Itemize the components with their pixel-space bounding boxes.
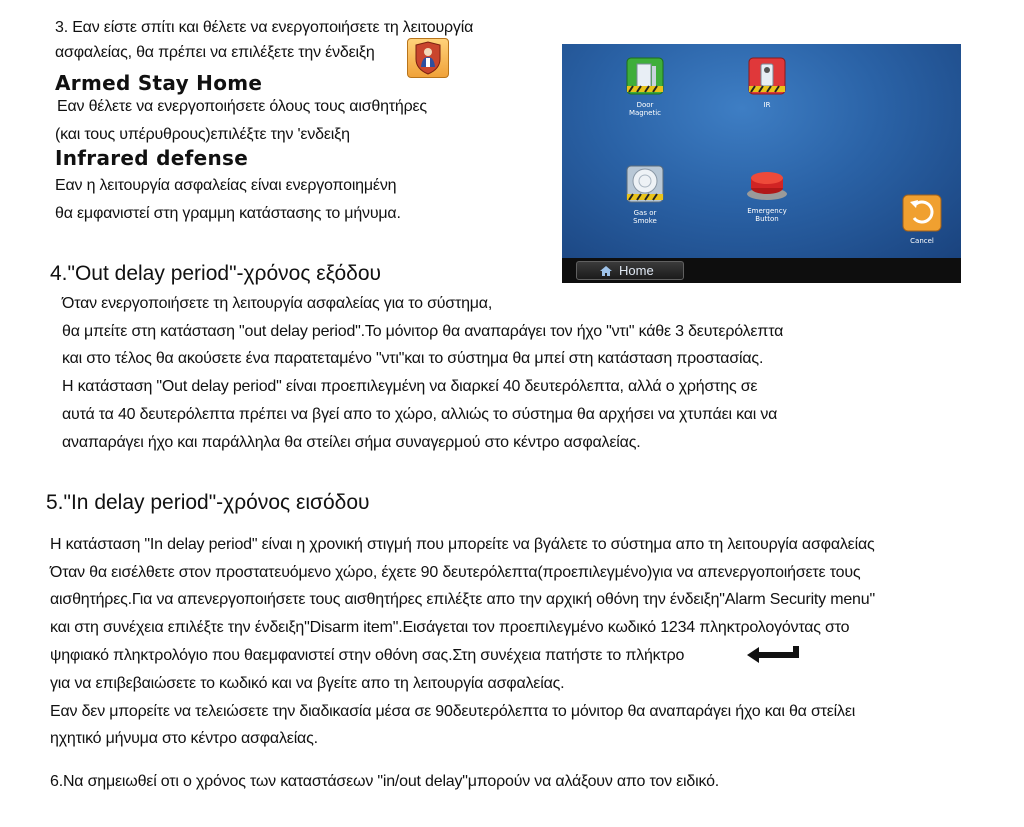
section3-line-5: Εαν η λειτουργία ασφαλείας είναι ενεργοποιημένη <box>55 177 397 194</box>
section5-line-1: Η κατάσταση "In delay period" είναι η χρονική στιγμή που μπορείτε να βγάλετε το σύστημα απο τη λειτουργία ασφαλείας <box>50 536 875 553</box>
door-magnetic-icon <box>625 56 665 96</box>
section5-line-2: Όταν θα εισέλθετε στον προστατευόμενο χώρο, έχετε 90 δευτερόλεπτα(προεπιλεγμένο)για να απενεργοποιήσετε τους <box>50 564 861 581</box>
undo-arrow-icon <box>902 194 942 232</box>
section4-line-5: αυτά τα 40 δευτερόλεπτα πρέπει να βγεί απο το χώρο, αλλιώς το σύστημα θα αρχήσει να χτυπάει και να <box>62 406 778 423</box>
section3-line-4: (και τους υπέρυθρους)επιλέξτε την 'ενδειξη <box>55 126 350 143</box>
section5-line-6: για να επιβεβαιώσετε το κωδικό και να βγείτε απο τη λειτουργία ασφαλείας. <box>50 675 565 692</box>
home-button[interactable] <box>576 261 684 280</box>
section3-line-2: ασφαλείας, θα πρέπει να επιλέξετε την ένδειξη <box>55 44 375 61</box>
section4-title: 4."Out delay period"-χρόνος εξόδου <box>50 262 382 285</box>
cancel-button[interactable] <box>887 194 957 245</box>
cancel-label: Cancel <box>910 237 934 245</box>
device-item-label: Gas or Smoke <box>633 209 657 225</box>
device-item-emergency <box>732 168 802 223</box>
device-item-label: Emergency Button <box>747 207 787 223</box>
smoke-detector-icon <box>625 164 665 204</box>
section5-line-7: Εαν δεν μπορείτε να τελειώσετε την διαδικασία μέσα σε 90δευτερόλεπτα το μόνιτορ θα αναπαράγει ήχο και θα στείλει <box>50 703 856 720</box>
section5-line-5: ψηφιακό πληκτρολόγιο που θαεμφανιστεί στην οθόνη σας.Στη συνέχεια πατήστε το πλήκτρο <box>50 647 685 664</box>
home-label: Home <box>619 263 654 278</box>
section4-line-1: Όταν ενεργοποιήσετε τη λειτουργία ασφαλείας για το σύστημα, <box>62 295 493 312</box>
device-item-gas-smoke <box>610 164 680 225</box>
device-item-label: IR <box>763 101 771 109</box>
alarm-device-screenshot <box>562 44 961 283</box>
section4-line-3: και στο τέλος θα ακούσετε ένα παρατεταμένο "ντι"και το σύστημα θα μπεί στη κατάσταση προστασίας. <box>62 350 764 367</box>
enter-key-icon <box>745 644 801 664</box>
section3-line-6: θα εμφανιστεί στη γραμμη κατάστασης το μήνυμα. <box>55 205 401 222</box>
section4-line-4: Η κατάσταση "Out delay period" είναι προεπιλεγμένη να διαρκεί 40 δευτερόλεπτα, αλλά ο χρήστης σε <box>62 378 758 395</box>
device-screen <box>562 44 961 258</box>
section3-line-1: 3. Εαν είστε σπίτι και θέλετε να ενεργοποιήσετε τη λειτουργία <box>55 19 474 36</box>
section5-line-8: ηχητικό μήνυμα στο κέντρο ασφαλείας. <box>50 730 318 747</box>
device-item-door-magnetic <box>610 56 680 117</box>
section5-title: 5."In delay period"-χρόνος εισόδου <box>46 491 370 514</box>
section5-line-3: αισθητήρες.Για να απενεργοποιήσετε τους αισθητήρες επιλέξτε απο την αρχική οθόνη την ένδειξη"Alarm Security menu" <box>50 591 875 608</box>
section4-line-6: αναπαράγει ήχο και παράλληλα θα στείλει σήμα συναγερμού στο κέντρο ασφαλείας. <box>62 434 641 451</box>
section3-line-3: Εαν θέλετε να ενεργοποιήσετε όλους τους αισθητήρες <box>57 98 427 115</box>
ir-sensor-icon <box>747 56 787 96</box>
infrared-defense-heading: Infrared defense <box>55 146 249 170</box>
device-item-label: Door Magnetic <box>628 101 662 117</box>
armed-stay-home-icon <box>407 38 449 78</box>
home-icon <box>599 265 613 277</box>
section6-line: 6.Να σημειωθεί οτι ο χρόνος των καταστάσεων "in/out delay"μπορούν να αλάξουν απο τον ειδικό. <box>50 773 720 790</box>
device-item-ir <box>732 56 802 109</box>
emergency-button-icon <box>745 168 789 202</box>
section4-line-2: θα μπείτε στη κατάσταση "out delay period".Το μόνιτορ θα αναπαράγει τον ήχο "ντι" κάθε 3 δευτερόλεπτα <box>62 323 784 340</box>
section5-line-4: και στη συνέχεια επιλέξτε την ένδειξη"Disarm item".Εισάγεται τον προεπιλεγμένο κωδικό 1234 πληκτρολογόντας στο <box>50 619 850 636</box>
device-taskbar <box>562 258 961 283</box>
armed-stay-home-heading: Armed Stay Home <box>55 71 263 95</box>
